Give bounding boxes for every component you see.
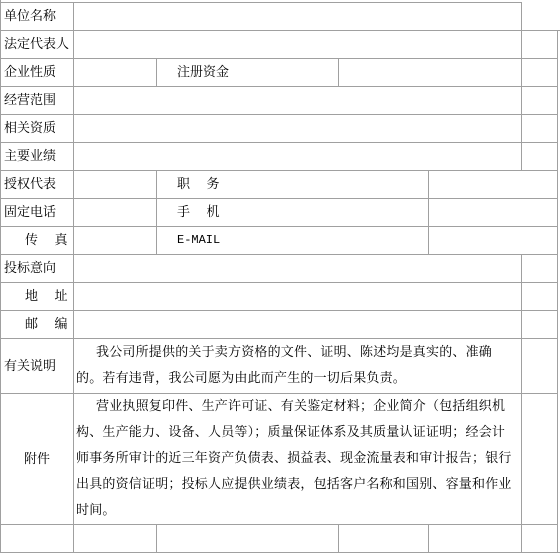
extra-row-field-2[interactable]	[157, 525, 338, 552]
attachment-text: 营业执照复印件、生产许可证、有关鉴定材料；企业简介（包括组织机构、生产能力、设备、人员等）；质量保证体系及其质量认证证明；经会计师事务所审计的近三年资产负债表、损益表、现金流量表和审计报告；银行出具的资信证明；投标人应提供业绩表，包括客户名称和国别、容量和作业时间。	[76, 399, 512, 518]
qualifications-label: 相关资质	[4, 121, 57, 136]
address-label: 地 址	[25, 289, 68, 304]
postcode-field[interactable]	[74, 311, 521, 338]
main-performance-label: 主要业绩	[4, 149, 57, 164]
statement-label: 有关说明	[4, 358, 57, 374]
extra-row-field-1[interactable]	[74, 525, 156, 552]
enterprise-type-label: 企业性质	[4, 65, 57, 80]
authorized-rep-label: 授权代表	[4, 177, 57, 192]
email-label: E-MAIL	[177, 233, 221, 247]
business-scope-label: 经营范围	[4, 93, 57, 108]
mobile-label: 手 机	[177, 205, 220, 220]
phone-label: 固定电话	[4, 205, 57, 220]
unit-name-label: 单位名称	[4, 9, 57, 24]
authorized-rep-field[interactable]	[74, 171, 156, 198]
address-field[interactable]	[74, 283, 521, 310]
fax-label: 传 真	[25, 233, 68, 248]
legal-rep-label: 法定代表人	[4, 37, 70, 52]
email-field[interactable]	[429, 227, 521, 254]
attachment-label: 附件	[23, 451, 50, 467]
bid-intent-field[interactable]	[74, 255, 521, 282]
extra-row-field-3[interactable]	[339, 525, 428, 552]
statement-text: 我公司所提供的关于卖方资格的文件、证明、陈述均是真实的、准确的。若有违背，我公司愿为由此而产生的一切后果负责。	[76, 345, 493, 386]
legal-rep-field[interactable]	[74, 31, 521, 58]
registered-capital-label: 注册资金	[177, 65, 230, 80]
fax-field[interactable]	[74, 227, 156, 254]
enterprise-type-field[interactable]	[74, 59, 156, 86]
unit-name-field[interactable]	[74, 3, 521, 30]
mobile-field[interactable]	[429, 199, 521, 226]
position-field[interactable]	[429, 171, 521, 198]
extra-row-field-4[interactable]	[429, 525, 521, 552]
qualifications-field[interactable]	[74, 115, 521, 142]
registered-capital-field[interactable]	[339, 59, 521, 86]
position-label: 职 务	[177, 177, 220, 192]
bid-intent-label: 投标意向	[4, 261, 57, 276]
postcode-label: 邮 编	[25, 317, 68, 332]
phone-field[interactable]	[74, 199, 156, 226]
main-performance-field[interactable]	[74, 143, 521, 170]
business-scope-field[interactable]	[74, 87, 521, 114]
extra-row-label-cell	[1, 525, 73, 552]
